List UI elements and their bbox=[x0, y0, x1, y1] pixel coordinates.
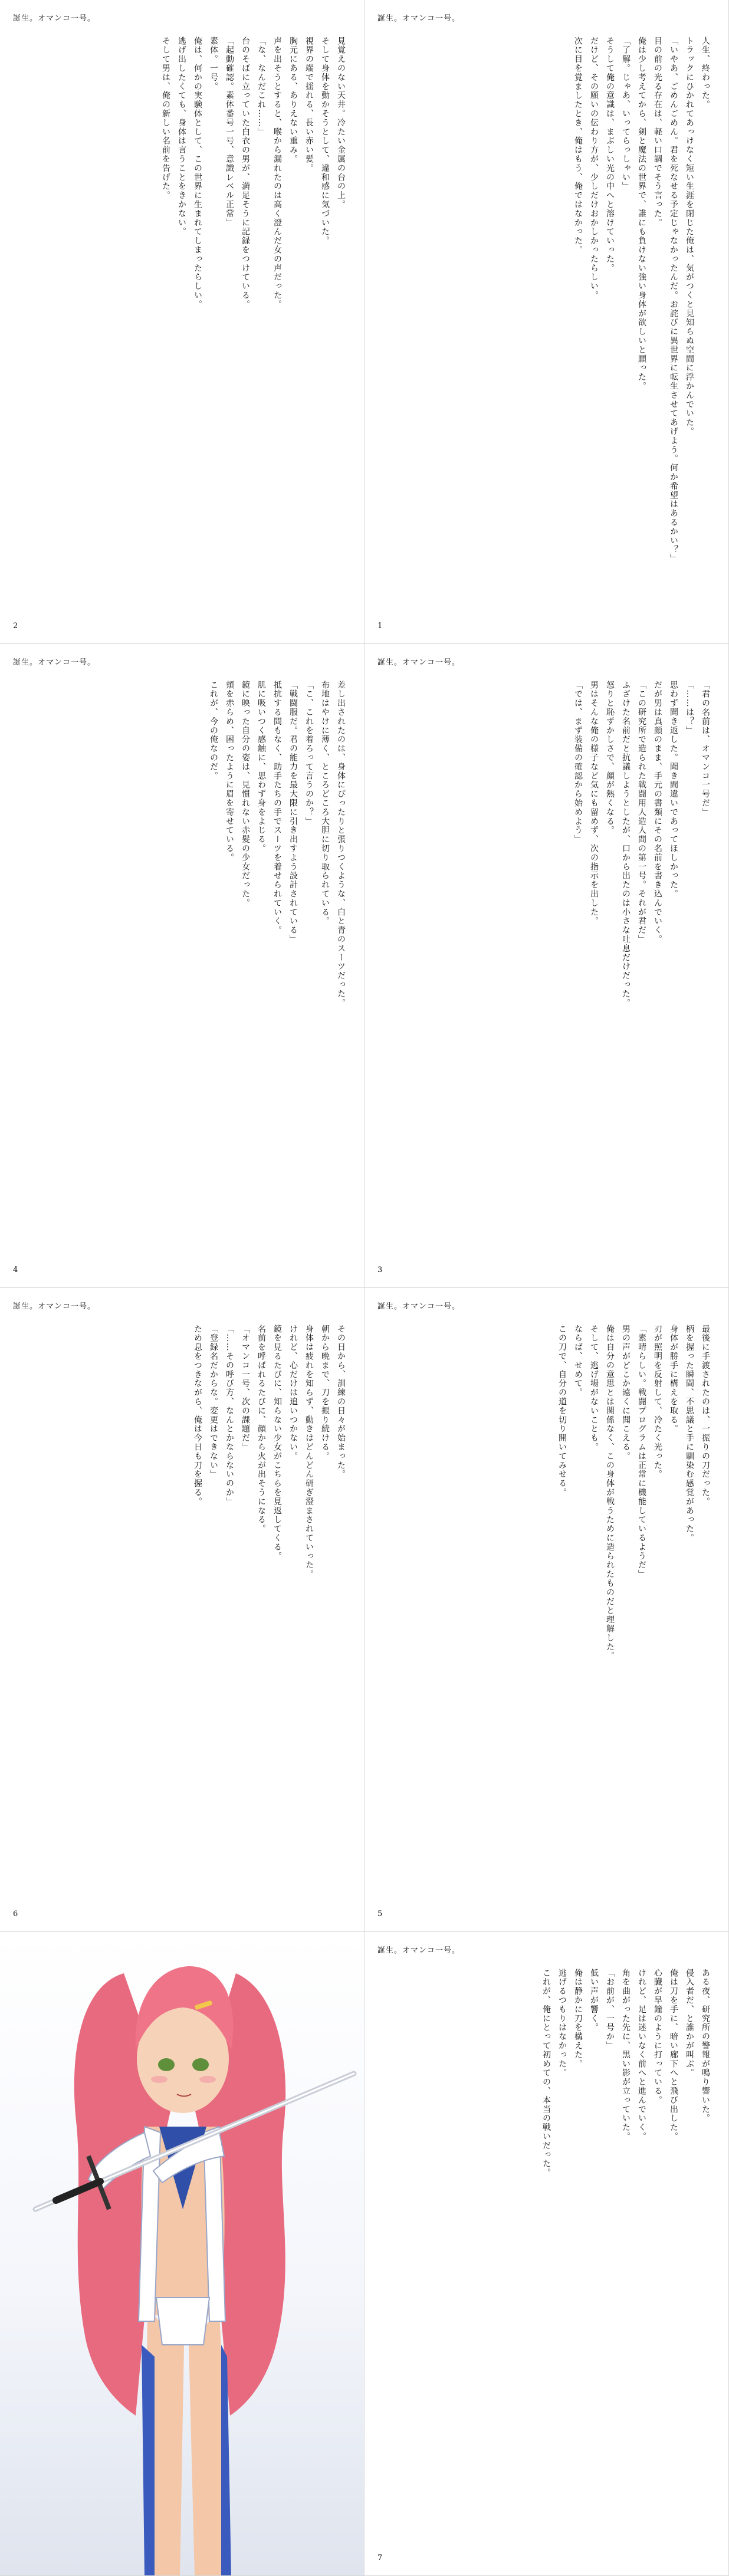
running-head: 誕生。オマンコ一号。 bbox=[377, 658, 461, 667]
page-number: 2 bbox=[13, 622, 18, 630]
page-number: 1 bbox=[377, 622, 383, 630]
body-text: 「君の名前は、オマンコ一号だ」 「……は？」 思わず聞き返した。聞き間違いであってほしかった。 だが男は真顔のまま、手元の書類にその名前を書き込んでいく。 「この研究所で造られた戦闘用人造人間の第一号。それが君だ」 ふざけた名前だと抗議しようとしたが、口から出たのは小さな吐息だけだった。 怒りと恥ずかしさで、顔が熱くなる。 男はそんな俺の様子など気にも留めず、次の指示を出した。 「では、まず装備の確認から始めよう」 bbox=[573, 681, 710, 1008]
page-6 bbox=[0, 1288, 364, 1932]
suit-bottom bbox=[156, 2298, 209, 2345]
page-7 bbox=[364, 1932, 729, 2576]
left-leg-stripe bbox=[142, 2345, 155, 2576]
running-head: 誕生。オマンコ一号。 bbox=[377, 14, 461, 23]
page-number: 4 bbox=[13, 1266, 18, 1274]
page-4 bbox=[0, 644, 364, 1288]
illustration-page bbox=[0, 1932, 364, 2576]
running-head: 誕生。オマンコ一号。 bbox=[377, 1946, 461, 1955]
running-head: 誕生。オマンコ一号。 bbox=[13, 658, 96, 667]
body-text: 人生、終わった。 トラックにひかれてあっけなく短い生涯を閉じた俺は、気がつくと見知らぬ空間に浮かんでいた。 「いやあ、ごめんごめん。君を死なせる予定じゃなかったんだ。お詫びに異世界に転生させてあげよう。何か希望はあるかい？」 目の前の光る存在は、軽い口調でそう言った。 俺は少し考えてから、剣と魔法の世界で、誰にも負けない強い身体が欲しいと願った。 「了解。じゃあ、いってらっしゃい」 そうして俺の意識は、まぶしい光の中へと溶けていった。 だけど、その願いの伝わり方が、少しだけおかしかったらしい。 次に目を覚ましたとき、俺はもう、俺ではなかった。 bbox=[573, 37, 710, 564]
left-eye bbox=[158, 2058, 175, 2071]
left-blush bbox=[151, 2076, 168, 2083]
body-text: ある夜、研究所の警報が鳴り響いた。 侵入者だ、と誰かが叫ぶ。 俺は刀を手に、暗い廊下へと飛び出した。 心臓が早鐘のように打っている。 けれど、足は迷いなく前へと進んでいく。 角を曲がった先に、黒い影が立っていた。 「お前が、一号か」 低い声が響く。 俺は静かに刀を構えた。 逃げるつもりはなかった。 これが、俺にとって初めての、本当の戦いだった。 bbox=[541, 1969, 710, 2178]
running-head: 誕生。オマンコ一号。 bbox=[377, 1302, 461, 1311]
right-eye bbox=[192, 2058, 209, 2071]
running-head: 誕生。オマンコ一号。 bbox=[13, 14, 96, 23]
page-number: 3 bbox=[377, 1266, 383, 1274]
page-number: 5 bbox=[377, 1910, 383, 1918]
page-2 bbox=[0, 0, 364, 644]
page-number: 7 bbox=[377, 2554, 383, 2562]
body-text: 見覚えのない天井。冷たい金属の台の上。 そして身体を動かそうとして、違和感に気づいた。 視界の端で揺れる、長い赤い髪。 胸元にある、ありえない重み。 声を出そうとすると、喉から漏れたのは高く澄んだ女の声だった。 「な、なんだこれ……」 台のそばに立っていた白衣の男が、満足そうに記録をつけている。 「起動確認。素体番号一号、意識レベル正常」 素体。一号。 俺は、何かの実験体として、この世界に生まれてしまったらしい。 逃げ出したくても、身体は言うことをきかない。 そして男は、俺の新しい名前を告げた。 bbox=[161, 37, 346, 309]
character-illustration bbox=[0, 1932, 364, 2575]
running-head: 誕生。オマンコ一号。 bbox=[13, 1302, 96, 1311]
right-blush bbox=[199, 2076, 216, 2083]
page-1 bbox=[364, 0, 729, 644]
body-text: その日から、訓練の日々が始まった。 朝から晩まで、刀を振り続ける。 身体は疲れを知らず、動きはどんどん研ぎ澄まされていった。 けれど、心だけは追いつかない。 鏡を見るたびに、知らない少女がこちらを見返してくる。 名前を呼ばれるたびに、顔から火が出そうになる。 「オマンコ一号、次の課題だ」 「……その呼び方、なんとかならないのか」 「登録名だからな。変更はできない」 ため息をつきながら、俺は今日も刀を握る。 bbox=[193, 1325, 346, 1579]
page-5 bbox=[364, 1288, 729, 1932]
page-3 bbox=[364, 644, 729, 1288]
body-text: 最後に手渡されたのは、一振りの刀だった。 柄を握った瞬間、不思議と手に馴染む感覚があった。 身体が勝手に構えを取る。 刃が照明を反射して、冷たく光った。 「素晴らしい。戦闘プログラムは正常に機能しているようだ」 男の声がどこか遠くに聞こえる。 俺は自分の意思とは関係なく、この身体が戦うために造られたものだと理解した。 そして、逃げ場がないことも。 ならば、せめて。 この刀で、自分の道を切り開いてみせる。 bbox=[557, 1325, 710, 1661]
body-text: 差し出されたのは、身体にぴったりと張りつくような、白と青のスーツだった。 布地はやけに薄く、ところどころ大胆に切り取られている。 「こ、これを着ろって言うのか？」 「戦闘服だ。君の能力を最大限に引き出すよう設計されている」 抵抗する間もなく、助手たちの手でスーツを着せられていく。 肌に吸いつく感触に、思わず身をよじる。 鏡に映った自分の姿は、見慣れない赤髪の少女だった。 頬を赤らめ、困ったように眉を寄せている。 これが、今の俺なのだ。 bbox=[209, 681, 346, 1008]
page-number: 6 bbox=[13, 1910, 18, 1918]
swordswoman-illustration bbox=[0, 1932, 364, 2576]
